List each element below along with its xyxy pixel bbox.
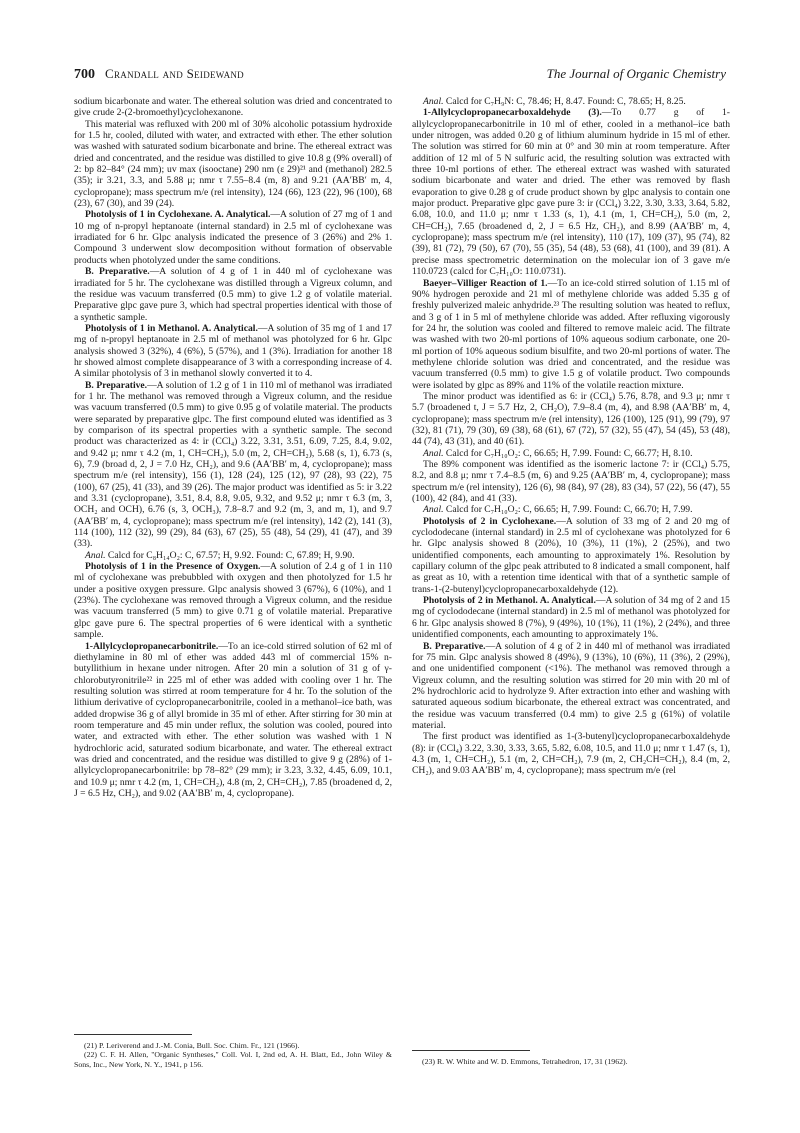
paragraph [74, 561, 392, 640]
paragraph [412, 96, 730, 107]
running-authors: Crandall and Seidewand [105, 66, 244, 81]
header-left [74, 66, 244, 83]
paragraph-text: This material was refluxed with 200 ml of 30% alcoholic potassium hydroxide for 1.5 hr, cooled, diluted with water, and extracted with ether. The ether solution was washed with saturated sodium bicarbonate and brine. The ethereal extract was dried and concentrated, and the residue was distilled to give 10.8 g (9% overall) of 2: bp 82–84° (24 mm); uv max (isooctane) 290 nm (ε 29)²¹ and (methanol) 282.5 (35); ir 3.21, 3.3, and 5.88 μ; nmr τ 7.55–8.4 (m, 8) and 9.21 (AA′BB′ m, 4, cyclopropane); mass spectrum m/e (rel intensity), 124 (66), 123 (22), 96 (100), 68 (23), 67 (30), and 39 (24). [74, 118, 392, 210]
paragraph [412, 641, 730, 732]
paragraph [412, 448, 730, 459]
paragraph-text: —A solution of 27 mg of 1 and 10 mg of n-propyl heptanoate (internal standard) in 2.5 ml of cyclohexane was irradiated for 6 hr. Glpc analysis indicated the presence of 3 (26%) and 2% 1. Compound 3 underwent slow decomposition without formation of observable products when photolyzed under the same conditions. [74, 209, 392, 266]
paragraph-text: —A solution of 33 mg of 2 and 20 mg of cyclododecane (internal standard) in 2.5 ml of cyclohexane was photolyzed for 6 hr. Glpc analysis showed 8 (20%), 10 (3%), 11 (1%), 2 (25%), and two unidentified components, each amounting to approximately 1%. Resolution by capillary column of the glpc peak attributed to 8 indicated a small component, half as great as 10, with a retention time identical with that of a synthetic sample of trans-1-(2-butenyl)cyclopropanecarboxaldehyde (12). [412, 515, 730, 595]
paragraph [412, 278, 730, 391]
paragraph-text: —A solution of 2.4 g of 1 in 110 ml of cyclohexane was prebubbled with oxygen and then photolyzed for 1.5 hr under a positive oxygen pressure. Glpc analysis showed 3 (67%), 6 (10%), and 1 (23%). The cyclohexane was removed through a Vigreux column, and the residue was vacuum transferred (5 mm) to give 0.71 g of volatile material. Preparative glpc gave pure 6. The spectral properties of 6 were identical with a synthetic sample. [74, 561, 392, 641]
paragraph [412, 595, 730, 640]
section-heading: Photolysis of 2 in Methanol. A. Analytical. [423, 595, 596, 607]
page-header [74, 66, 726, 84]
footnote: (22) C. F. H. Allen, "Organic Syntheses," Coll. Vol. I, 2nd ed, A. H. Blatt, Ed., John Wiley & Sons, Inc., New York, N. Y., 1941, p 156. [74, 1050, 392, 1069]
page-number: 700 [74, 67, 95, 82]
paragraph [412, 504, 730, 515]
analysis-label: Anal. [423, 96, 444, 107]
paragraph-text: —A solution of 1.2 g of 1 in 110 ml of methanol was irradiated for 1 hr. The methanol was removed through a Vigreux column, and the residue was vacuum transferred (0.5 mm) to give 0.95 g of volatile material. The products were separated by preparative glpc. The first compound eluted was identified as 3 by comparison of its spectral properties with a synthetic sample. The second product was characterized as 4: ir (CCl₄) 3.22, 3.31, 3.51, 6.09, 7.25, 8.4, 9.02, and 9.42 μ; nmr τ 4.2 (m, 1, CH=CH₂), 5.0 (m, 2, CH=CH₂), 5.68 (s, 1), 6.73 (s, 6), 7.9 (broad d, 2, J = 7.0 Hz, CH₂), and 9.6 (AA′BB′ m, 4, cyclopropane); mass spectrum m/e (rel intensity), 156 (1), 128 (24), 125 (12), 97 (28), 93 (22), 75 (100), 67 (25), 41 (33), and 39 (26). The major product was identified as 5: ir 3.22 and 3.31 (cyclopropane), 3.51, 8.4, 8.8, 9.05, 9.32, and 9.52 μ; nmr τ 6.3 (m, 3, OCH₂ and OCH), 6.76 (s, 3, OCH₃), 7.8–8.7 and 9.2 (m, 3, and m, 1), and 9.7 (AA′BB′ m, 4, cyclopropane); mass spectrum m/e (rel intensity), 142 (2), 141 (3), 114 (100), 112 (32), 99 (29), 84 (63), 67 (25), 55 (48), 54 (29), 41 (47), and 39 (33). [74, 379, 392, 550]
paragraph [74, 323, 392, 380]
paragraph-text: —A solution of 4 g of 1 in 440 ml of cyclohexane was irradiated for 5 hr. The cyclohexane was distilled through a Vigreux column, and the residue was vacuum transferred (0.5 mm) to give 1.2 g of volatile material. Preparative glpc gave pure 3, which had spectral properties identical with those of a synthetic sample. [74, 266, 392, 323]
right-column [412, 96, 730, 1084]
paragraph [412, 391, 730, 448]
paragraph [74, 380, 392, 550]
paragraph [74, 209, 392, 266]
paragraph-text: —A solution of 4 g of 2 in 440 ml of methanol was irradiated for 75 min. Glpc analysis showed 8 (49%), 9 (13%), 10 (6%), 11 (3%), 2 (29%), and one unidentified component (<1%). The methanol was removed through a Vigreux column, and the resulting solution was stirred for 20 min with 20 ml of 2% hydrochloric acid to hydrolyze 9. After extraction into ether and washing with saturated aqueous sodium bicarbonate, the ethereal extract was concentrated, and the residue was vacuum transferred (0.4 mm) to give 2.5 g (61%) of volatile material. [412, 640, 730, 731]
section-heading: B. Preparative. [423, 640, 486, 652]
paragraph-text: Calcd for C₈H₁₄O₂: C, 67.57; H, 9.92. Found: C, 67.89; H, 9.90. [105, 549, 355, 561]
paragraph [74, 96, 392, 119]
paragraph [412, 516, 730, 595]
analysis-label: Anal. [423, 504, 444, 516]
paragraph-text: sodium bicarbonate and water. The ethereal solution was dried and concentrated to give crude 2-(2-bromoethyl)cyclohexanone. [74, 96, 392, 119]
footnote: (21) P. Leriverend and J.-M. Conia, Bull. Soc. Chim. Fr., 121 (1966). [84, 1041, 300, 1050]
footnote-rule [412, 1050, 530, 1051]
paragraph [412, 459, 730, 504]
paragraph [412, 731, 730, 776]
section-heading: Photolysis of 2 in Cyclohexane. [423, 515, 557, 527]
paragraph [74, 641, 392, 800]
paragraph [412, 107, 730, 277]
paragraph-text: The minor product was identified as 6: ir (CCl₄) 5.76, 8.78, and 9.3 μ; nmr τ 5.7 (broadened t, J = 5.7 Hz, 2, CH₂O), 7.9–8.4 (m, 4), and 8.98 (AA′BB′ m, 4, cyclopropane); mass spectrum m/e (rel intensity), 126 (100), 125 (91), 99 (79), 97 (32), 81 (71), 79 (30), 69 (38), 68 (61), 67 (72), 57 (32), 55 (47), 54 (45), 53 (48), 44 (74), 43 (31), and 40 (61). [412, 390, 730, 448]
section-heading: Photolysis of 1 in the Presence of Oxygen. [85, 561, 261, 573]
paragraph-text: The 89% component was identified as the isomeric lactone 7: ir (CCl₄) 5.75, 8.2, and 8.8 μ; nmr τ 7.4–8.5 (m, 6) and 9.25 (AA′BB′ m, 4, cyclopropane); mass spectrum m/e (rel intensity), 126 (6), 98 (84), 97 (28), 83 (34), 57 (22), 56 (47), 55 (100), 42 (84), and 41 (33). [412, 459, 730, 505]
paragraph-text: —To an ice-cold stirred solution of 1.15 ml of 90% hydrogen peroxide and 21 ml of methylene chloride was added 5.35 g of freshly pulverized maleic anhydride.²³ The resulting solution was heated to reflux, and 3 g of 1 in 5 ml of methylene chloride was added. After refluxing vigorously for 24 hr, the solution was cooled and filtered to remove maleic acid. The filtrate was washed with two 20-ml portions of 10% aqueous sodium carbonate, one 20-ml portion of 10% aqueous sodium bisulfite, and two 20-ml portions of water. The methylene chloride solution was dried and concentrated, and the residue was vacuum transferred (0.5 mm) to give 1.5 g of volatile product. Two compounds were isolated by glpc as 89% and 11% of the volatile reaction mixture. [412, 277, 730, 391]
paragraph-text: The first product was identified as 1-(3-butenyl)cyclopropanecarboxaldehyde (8): ir (CCl₄) 3.22, 3.30, 3.33, 3.65, 5.82, 6.08, 10.5, and 11.0 μ; nmr τ 1.47 (s, 1), 4.3 (m, 1, CH=CH₂), 5.1 (m, 2, CH=CH₂), 7.9 (m, 2, CH₂CH=CH₂), 8.4 (m, 2, CH₂), and 9.03 AA′BB′ m, 4, cyclopropane); mass spectrum m/e (rel [412, 731, 730, 777]
section-heading: Photolysis of 1 in Cyclohexane. A. Analytical. [85, 209, 271, 221]
section-heading: B. Preparative. [85, 379, 148, 391]
section-heading: Photolysis of 1 in Methanol. A. Analytical. [85, 322, 258, 334]
paragraph-text: —To 0.77 g of 1-allylcyclopropanecarbonitrile in 10 ml of ether, cooled in a methanol–ice bath under nitrogen, was added 0.20 g of lithium aluminum hydride in 15 ml of ether. The solution was stirred for 60 min at 0° and 30 min at room temperature. After addition of 12 ml of 5 N sulfuric acid, the resulting solution was extracted with three 10-ml portions of ether. The ethereal extract was washed with saturated sodium bicarbonate and water and dried. The ether was removed by flash evaporation to give 0.28 g of crude product shown by glpc analysis to contain one major product. Preparative glpc gave pure 3: ir (CCl₄) 3.22, 3.30, 3.33, 3.64, 5.82, 6.08, 10.0, and 11.0 μ; nmr τ 1.33 (s, 1), 4.1 (m, 1, CH=CH₂), 5.0 (m, 2, CH=CH₂), 7.65 (broadened d, 2, J = 6.5 Hz, CH₂), and 8.99 (AA′BB′ m, 4, cyclopropane); mass spectrum m/e (rel intensity), 110 (17), 109 (37), 95 (74), 82 (39), 81 (72), 79 (50), 67 (70), 55 (35), 54 (48), 53 (68), 41 (100), and 39 (81). A precise mass spectrometric determination on the molecular ion of 3 gave m/e 110.0723 (calcd for C₇H₁₀O: 110.0731). [412, 107, 730, 278]
section-heading: B. Preparative. [85, 266, 150, 278]
section-heading: 1-Allylcyclopropanecarboxaldehyde (3). [423, 107, 602, 119]
paragraph-text: Calcd for C₇H₁₀O₂: C, 66.65; H, 7.99. Found: C, 66.77; H, 8.10. [443, 447, 693, 459]
paragraph-text: —To an ice-cold stirred solution of 62 ml of diethylamine in 80 ml of ether was added 443 ml of commercial 15% n-butyllithium in hexane under nitrogen. After 20 min a solution of 31 g of γ-chlorobutyronitrile²² in 225 ml of ether was added with cooling over 1 hr. The resulting solution was stirred at room temperature for 4 hr. To the solution of the lithium derivative of cyclopropanecarbonitrile, cooled in a methanol–ice bath, was added dropwise 36 g of allyl bromide in 35 ml of ether. After stirring for 30 min at room temperature and 45 min under reflux, the solution was cooled, poured into water, and extracted with ether. The ether solution was washed with 1 N hydrochloric acid, saturated sodium bicarbonate, and water. The ethereal extract was dried and concentrated, and the residue was distilled to give 9 g (28%) of 1-allylcyclopropanecarbonitrile: bp 78–82° (29 mm); ir 3.23, 3.32, 4.45, 6.09, 10.1, and 10.9 μ; nmr τ 4.2 (m, 1, CH=CH₂), 4.8 (m, 2, CH=CH₂), 7.85 (broadened d, 2, J = 6.5 Hz, CH₂), and 9.02 (AA′BB′ m, 4, cyclopropane). [74, 640, 392, 799]
analysis-label: Anal. [85, 549, 106, 561]
paragraph [74, 119, 392, 210]
section-heading: 1-Allylcyclopropanecarbonitrile. [85, 640, 219, 652]
footnote-rule [74, 1034, 192, 1035]
paragraph-text: —A solution of 34 mg of 2 and 15 mg of cyclododecane (internal standard) in 2.5 ml of methanol was photolyzed for 6 hr. Glpc analysis showed 8 (7%), 9 (49%), 10 (1%), 11 (1%), 2 (24%), and three unidentified components, each amounting to approximately 1%. [412, 595, 730, 641]
paragraph [74, 266, 392, 323]
paragraph [74, 550, 392, 561]
paragraph-text: Calcd for C₇H₁₀O₂: C, 66.65; H, 7.99. Found: C, 66.70; H, 7.99. [443, 504, 693, 516]
left-column [74, 96, 392, 1021]
footnotes-right [412, 1050, 730, 1066]
footnotes-left [74, 1034, 392, 1069]
footnote: (23) R. W. White and W. D. Emmons, Tetrahedron, 17, 31 (1962). [422, 1057, 628, 1066]
analysis-label: Anal. [423, 447, 444, 459]
paragraph-text: Calcd for C₇H₉N: C, 78.46; H, 8.47. Found: C, 78.65; H, 8.25. [443, 96, 686, 107]
section-heading: Baeyer–Villiger Reaction of 1. [423, 277, 548, 289]
journal-title: The Journal of Organic Chemistry [546, 66, 726, 81]
paragraph-text: —A solution of 35 mg of 1 and 17 mg of n-propyl heptanoate in 2.5 ml of methanol was photolyzed for 6 hr. Glpc analysis showed 3 (32%), 4 (6%), 5 (57%), and 1 (3%). Irradiation for another 18 hr showed almost complete disappearance of 3 with a corresponding increase of 4. A similar photolysis of 3 in methanol slowly converted it to 4. [74, 322, 392, 380]
